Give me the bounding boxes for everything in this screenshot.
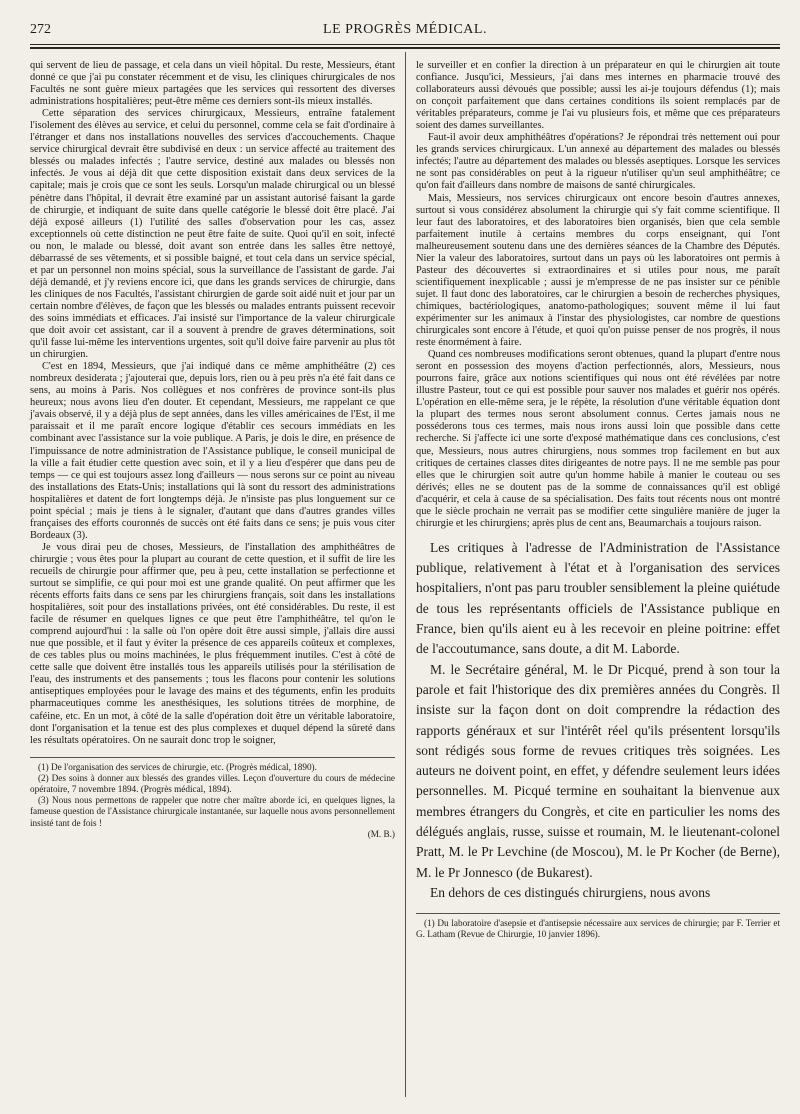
paragraph: Je vous dirai peu de choses, Messieurs, de l'installation des amphithéâtres de chirurgie ; vous êtes pour la plupart au courant de cette question, et il suffit de lire les recueils de chirurgie pour affirmer que, peu à peu, cette installation se perfectionne et surtout se simplifie, ce qui pour moi est une grande qualité. On peut affirmer que les récents efforts faits dans ce sens par les chirurgiens français, soit dans les installations hospitalières, soit pour des installations privées, ont été considérables. Du reste, il est facile de résumer en quelques lignes ce que peut être l'amphithéâtre, tel qu'on le comprend aujourd'hui : la salle où l'on opère doit être aussi simple, j'allais dire aussi nue que possible, et il faut y éviter la présence de ces appareils coûteux et complexes, de ces tables plus ou moins machinées, le plus fréquemment inutiles. C'est à côté de cette salle que doivent être installés tous les appareils utilisés pour la stérilisation de l'eau, des instruments et des pansements ; tous les flacons pour contenir les solutions antiseptiques employées pour le lavage des mains et des téguments, enfin les produits pharmaceutiques comme les anesthésiques, les solutions titrées de morphine, de caféine, etc. En un mot, à côté de la salle d'opération doit être un véritable laboratoire, dont l'organisation et la tenue est des plus complexes et duquel dépend la sûreté dans les résultats opératoires. On ne saurait donc trop le soigner,	[30, 541, 395, 746]
right-column	[416, 60, 780, 941]
paragraph: le surveiller et en confier la direction à un préparateur en qui le chirurgien ait toute confiance. Jusqu'ici, Messieurs, j'ai dans mes internes en pharmacie trouvé des collaborateurs aussi dévoués que possible; aussi les ai-je toujours défendus (1); mais on conçoit parfaitement que dans certaines conditions ils soient remplacés par de véritables préparateurs, comme je l'ai vu plusieurs fois, et même que ces préparateurs soient des dames surveillantes.	[416, 60, 780, 132]
column-divider	[405, 52, 406, 1097]
header-rule-thick	[30, 47, 780, 49]
paragraph: qui servent de lieu de passage, et cela dans un vieil hôpital. Du reste, Messieurs, étant donné ce que j'ai pu constater récemment et de visu, les cliniques chirurgicales de nos Facultés ne sont guère mieux partagées que les services qui ressortent des diverses administrations hospitalières; peut-être même ces derniers sont-ils mieux installés.	[30, 60, 395, 108]
footnote: (1) Du laboratoire d'asepsie et d'antisepsie nécessaire aux services de chirurgie; par F. Terrier et G. Latham (Revue de Chirurgie, 10 janvier 1896).	[416, 918, 780, 940]
page-header	[30, 22, 780, 44]
lead-paragraph: Les critiques à l'adresse de l'Administration de l'Assistance publique, relativement à l'état et à l'organisation des services hospitaliers, n'ont pas paru troubler sensiblement la pleine quiétude de tous les représentants officiels de l'Assistance publique en France, bien qu'ils aient eu à les recevoir en pleine poitrine: effet de l'accoutumance, sans doute, a dit M. Laborde.	[416, 539, 780, 657]
paragraph: Cette séparation des services chirurgicaux, Messieurs, entraîne fatalement l'isolement des élèves au service, et celui du personnel, comme cela se fait d'ordinaire à l'étranger et dans nos installations nouvelles des services d'accouchements. Chaque service chirurgical devrait être subdivisé en deux : un service affecté au traitement des blessés ou malades infectés ; l'autre service, destiné aux malades ou blessés non infectés. Je vous ai déjà dit que cette disposition existait dans deux services de la capitale; mais je crois que ce sont les seuls. Lorsqu'un malade chirurgical ou un blessé pénètre dans l'hôpital, il devrait être examiné par un assistant autorisé faisant la garde de chirurgie, et indiquant de suite dans quelle catégorie le blessé doit être placé. J'ai déjà exposé ailleurs (1) l'utilité des salles d'observation pour les cas, assez exceptionnels où cette distinction ne peut être faite de suite. Quoi qu'il en soit, infecté ou non, le malade ou blessé, doit avant son entrée dans les salles être nettoyé, débarrassé de ses vêtements, et si possible baigné, et tout cela dans un service spécial, et par un personnel non moins spécial, sous la surveillance de l'assistant de garde. J'ai déjà demandé, et j'y reviens encore ici, que dans les grands services de chirurgie, dans les cliniques de nos Facultés, l'assistant chirurgien de garde soit aidé nuit et jour par un certain nombre d'élèves, de façon que les blessés ou malades entrants puissent recevoir des soins immédiats et efficaces. J'ai insisté sur l'importance de la valeur chirurgicale que doit avoir cet assistant, car il a souvent à prendre de graves déterminations, soit qu'il fasse lui-même les interventions urgentes, soit qu'il doive faire parvenir au plus tôt un chirurgien.	[30, 108, 395, 361]
left-column	[30, 60, 395, 840]
paragraph: C'est en 1894, Messieurs, que j'ai indiqué dans ce même amphithéâtre (2) ces nombreux desiderata ; j'ajouterai que, depuis lors, rien ou à peu près n'a été fait dans ce sens, au moins à Paris. Nos collègues et nos confrères de province sont-ils plus heureux; nous avons lieu d'en douter. Et cependant, Messieurs, me rappelant ce que j'avais observé, il y a déjà plus de sept années, dans les villes américaines de l'Est, il me paraissait et il me paraît encore logique d'établir ces secours immédiats en les combinant avec l'assistance sur la voie publique. A Paris, je dois le dire, en présence de l'impuissance de notre administration de l'Assistance publique, le conseil municipal de la ville a fait étudier cette question avec soin, et il y a lieu d'espérer que dans peu de temps — ce qui est toujours assez long d'ailleurs — nous serons sur ce point au niveau des installations des Etats-Unis; installations qui là sont du ressort des administrations hospitalières et datent de fort longtemps déjà. Je n'insiste pas plus longuement sur ce point spécial ; mais je tiens à le signaler, d'autant que dans d'autres grandes villes françaises des efforts couronnés de succès ont été faits dans ce sens; je puis vous citer Bordeaux (3).	[30, 361, 395, 541]
footnote-signature: (M. B.)	[367, 828, 395, 839]
journal-title: LE PROGRÈS MÉDICAL.	[323, 22, 487, 37]
paragraph: Mais, Messieurs, nos services chirurgicaux ont encore besoin d'autres annexes, surtout si vous considérez absolument la chirurgie qui s'y fait comme scientifique. Il leur faut des laboratoires, et des laboratoires bien organisés, bien que cela semble parfaitement inutile à certains membres du corps enseignant, qui l'ont malheureusement soutenu dans une des dernières séances de la Chambre des Députés. Nier la valeur des laboratoires, surtout dans un pays où les laboratoires ont permis à Pasteur des découvertes si extraordinaires et si utiles pour nous, me paraît scientifiquement inexplicable ; aussi je m'empresse de ne pas insister sur ce pénible sujet. Il faut donc des laboratoires, car le chirurgien a besoin de recherches physiques, chimiques, bactériologiques, anatomo-pathologiques; souvent même il lui faut expérimenter sur les animaux à l'instar des physiologistes, car nombre de questions chirurgicales sont encore à l'étude, et quoi qu'on puisse penser de nos progrès, il nous reste énormément à faire.	[416, 192, 780, 349]
page-number: 272	[30, 22, 51, 37]
footnotes	[416, 918, 780, 940]
footnote: (3) Nous nous permettons de rappeler que notre cher maître aborde ici, en quelques lignes, la fameuse question de l'Assistance chirurgicale instantanée, sur laquelle nous avons personnellement insisté tant de fois !	[30, 795, 395, 828]
footnote-rule	[416, 913, 780, 914]
footnote: (2) Des soins à donner aux blessés des grandes villes. Leçon d'ouverture du cours de médecine opératoire, 7 novembre 1894. (Progrès médical, 1894).	[30, 772, 395, 795]
lead-paragraph: M. le Secrétaire général, M. le Dr Picqué, prend à son tour la parole et fait l'historique des dix premières années du Congrès. Il insiste sur la façon dont on doit comprendre la rédaction des rapports généraux et sur l'intérêt réel qu'ils présentent lorsqu'ils sont rédigés sous forme de revues critiques très soignées. Les auteurs ne doivent point, en effet, y défendre seulement leurs idées personnelles. M. Picqué termine en souhaitant la bienvenue aux membres étrangers du Congrès, et cite en particulier les noms des délégués anglais, russe, suisse et roumain, M. le lieutenant-colonel Pratt, M. le Pr Levchine (de Moscou), M. le Pr Kocher (de Berne), M. le Pr Jonnesco (de Bukarest).	[416, 661, 780, 880]
footnote-rule	[30, 757, 395, 758]
paragraph: Faut-il avoir deux amphithéâtres d'opérations? Je répondrai très nettement oui pour les grands services chirurgicaux. L'un annexé au département des malades ou blessés infectés; l'autre au département des malades ou blessés aseptiques. Lorsque les services ne sont pas considérables on peut à la rigueur n'utiliser qu'un seul amphithéâtre; ce qu'on fait d'ailleurs dans nombre de maisons de santé chirurgicales.	[416, 132, 780, 192]
footnote: (1) De l'organisation des services de chirurgie, etc. (Progrès médical, 1890).	[38, 761, 317, 772]
paragraph: Quand ces nombreuses modifications seront obtenues, quand la plupart d'entre nous seront en possession des moyens d'action perfectionnés, alors, Messieurs, nous pourrons faire, grâce aux notions scientifiques qui nous ont été révélées par notre illustre Pasteur, tout ce qui est possible pour sauver nos malades et guérir nos opérés. L'opération en elle-même sera, je le répète, la résolution d'une véritable équation dont la plupart des termes nous seront absolument connus. Certes jamais nous ne posséderons tous ces termes, mais nous irons aussi loin que possible dans cette recherche. Si j'affecte ici une sorte d'exposé mathématique dans ces conclusions, c'est que, Messieurs, nous autres chirurgiens, nous sommes trop facilement en but aux critiques de certaines classes dites dirigeantes de notre pays. Il ne me semble pas pour elles que le chirurgien soit autre qu'un homme habile à manier le couteau ou ses dérivés; elles ne se doutent pas de la somme de connaissances qu'il est obligé d'acquérir, et cela à cause de sa spécialisation. Des faits tout récents nous ont montré que le siècle prochain ne verrait pas se modifier cette singulière manière de juger la chirurgie et les chirurgiens; après plus de cent ans, Beaumarchais a toujours raison.	[416, 349, 780, 529]
congress-report	[416, 538, 780, 903]
footnotes	[30, 761, 395, 839]
lead-paragraph: En dehors de ces distingués chirurgiens, nous avons	[430, 884, 711, 900]
header-rule-thin	[30, 44, 780, 45]
